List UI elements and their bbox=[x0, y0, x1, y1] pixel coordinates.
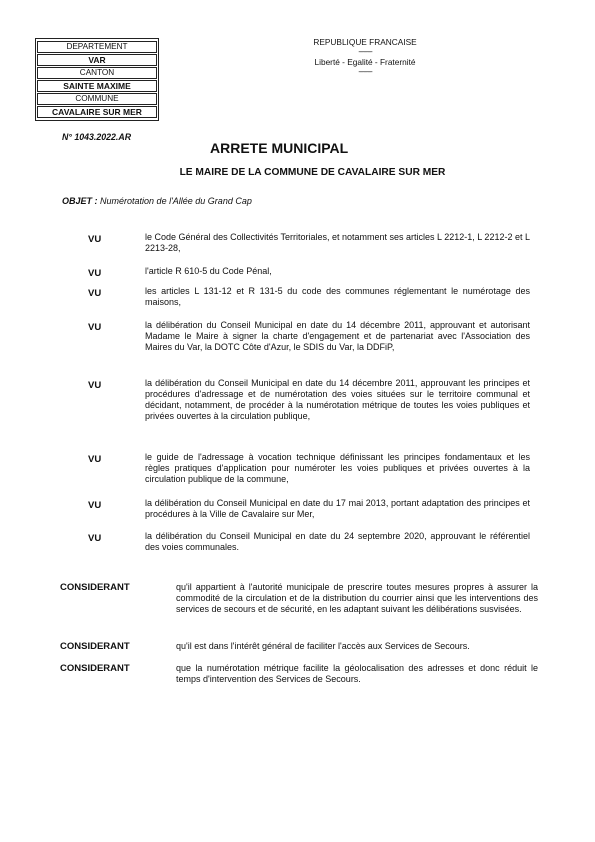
considerant-keyword: CONSIDERANT bbox=[60, 663, 130, 674]
object-text: Numérotation de l'Allée du Grand Cap bbox=[100, 196, 252, 206]
vu-text: l'article R 610-5 du Code Pénal, bbox=[145, 266, 272, 276]
vu-keyword: VU bbox=[88, 268, 102, 279]
vu-keyword: VU bbox=[88, 533, 102, 544]
separator-2: ---------- bbox=[358, 69, 372, 76]
vu-text: la délibération du Conseil Municipal en date du 24 septembre 2020, approuvant le référentiel des voies communales. bbox=[145, 531, 530, 552]
separator-1: ---------- bbox=[358, 49, 372, 56]
vu-keyword: VU bbox=[88, 322, 102, 333]
vu-text: la délibération du Conseil Municipal en date du 17 mai 2013, portant adaptation des principes et procédures à la Ville de Cavalaire sur Mer, bbox=[145, 498, 530, 519]
canton-value: SAINTE MAXIME bbox=[37, 80, 157, 92]
vu-keyword: VU bbox=[88, 288, 102, 299]
vu-text: le guide de l'adressage à vocation technique définissant les principes fondamentaux et les règles pratiques d'application pour numéroter les voies publiques et privées ouvertes à la circulation publique de la commune, bbox=[145, 452, 530, 484]
vu-keyword: VU bbox=[88, 234, 102, 245]
considerant-keyword: CONSIDERANT bbox=[60, 641, 130, 652]
motto: Liberté - Egalité - Fraternité bbox=[314, 57, 416, 67]
departement-label: DEPARTEMENT bbox=[37, 41, 157, 53]
object-line bbox=[62, 196, 252, 206]
commune-value: CAVALAIRE SUR MER bbox=[37, 106, 157, 118]
canton-label: CANTON bbox=[37, 67, 157, 79]
vu-keyword: VU bbox=[88, 454, 102, 465]
vu-text: la délibération du Conseil Municipal en date du 14 décembre 2011, approuvant et autorisant Madame le Maire à signer la charte d'engagement et de partenariat avec l'Association des Maires du Var, la DOTC Côte d'Azur, le SDIS du Var, la DDFiP, bbox=[145, 320, 530, 352]
vu-text: le Code Général des Collectivités Territoriales, et notamment ses articles L 2212-1, L 2212-2 et L 2213-28, bbox=[145, 232, 530, 253]
vu-keyword: VU bbox=[88, 500, 102, 511]
administrative-box bbox=[35, 38, 159, 121]
decree-number: N° 1043.2022.AR bbox=[62, 132, 132, 142]
republic-name: REPUBLIQUE FRANCAISE bbox=[313, 37, 417, 47]
commune-label: COMMUNE bbox=[37, 93, 157, 105]
considerant-text: qu'il est dans l'intérêt général de faciliter l'accès aux Services de Secours. bbox=[176, 641, 470, 651]
vu-keyword: VU bbox=[88, 380, 102, 391]
vu-text: les articles L 131-12 et R 131-5 du code des communes réglementant le numérotage des maisons, bbox=[145, 286, 530, 307]
republic-header bbox=[290, 37, 440, 77]
page-subtitle: LE MAIRE DE LA COMMUNE DE CAVALAIRE SUR MER bbox=[179, 167, 446, 178]
object-label: OBJET : bbox=[62, 196, 98, 206]
considerant-keyword: CONSIDERANT bbox=[60, 582, 130, 593]
considerant-text: que la numérotation métrique facilite la géolocalisation des adresses et donc réduit le temps d'intervention des Services de Secours. bbox=[176, 663, 538, 684]
considerant-text: qu'il appartient à l'autorité municipale de prescrire toutes mesures propres à assurer la commodité de la circulation et de la distribution du courrier ainsi que les interventions des services de secours et de sécurité, en les adaptant suivant les délibérations susvisées. bbox=[176, 582, 538, 614]
vu-text: la délibération du Conseil Municipal en date du 14 décembre 2011, approuvant les principes et procédures d'adressage et de numérotation des voies situées sur le territoire communal et décidant, notamment, de procéder à la numérotation métrique de toutes les voies publiques et privées ouvertes à la circulation publique, bbox=[145, 378, 530, 421]
departement-value: VAR bbox=[37, 54, 157, 66]
page-title: ARRETE MUNICIPAL bbox=[210, 140, 349, 156]
